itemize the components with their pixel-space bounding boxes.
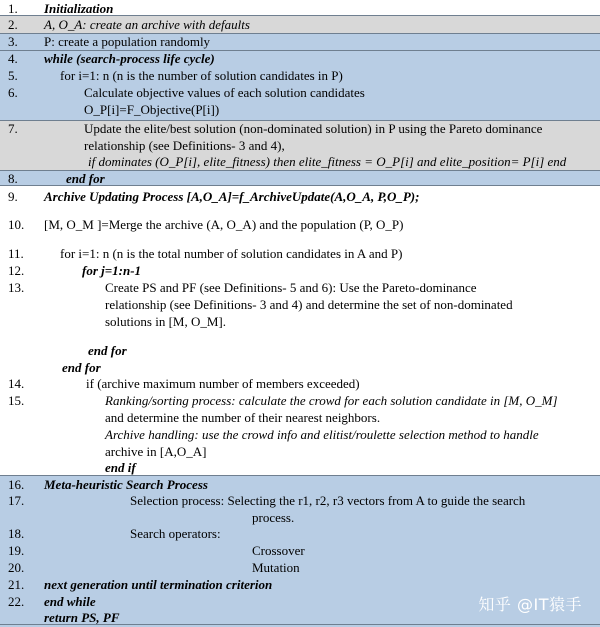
line-13b-text: relationship (see Definitions- 3 and 4) and determine the set of non-dominated bbox=[105, 297, 513, 312]
line-6b-text: O_P[i]=F_Objective(P[i]) bbox=[84, 102, 220, 117]
line-3-text: P: create a population randomly bbox=[44, 34, 211, 49]
line-15d-text: archive in [A,O_A] bbox=[105, 444, 207, 459]
line-number: 9. bbox=[8, 189, 18, 204]
line-15-text: Ranking/sorting process: calculate the crowd for each solution candidate in [M, O_M] bbox=[105, 393, 558, 408]
line-number: 13. bbox=[8, 280, 25, 295]
line-17b-text: process. bbox=[252, 510, 295, 525]
line-13e-text: end for bbox=[62, 360, 101, 375]
line-number: 16. bbox=[8, 477, 25, 492]
line-15c-text: Archive handling: use the crowd info and elitist/roulette selection method to handle bbox=[105, 427, 539, 442]
line-number: 22. bbox=[8, 594, 25, 609]
line-10-text: [M, O_M ]=Merge the archive (A, O_A) and the population (P, O_P) bbox=[44, 217, 404, 232]
line-22-text: end while bbox=[44, 594, 96, 609]
line-number: 17. bbox=[8, 493, 25, 508]
line-number: 11. bbox=[8, 246, 24, 261]
line-20-text: Mutation bbox=[252, 560, 300, 575]
line-7-text: Update the elite/best solution (non-dominated solution) in P using the Pareto dominance bbox=[84, 121, 543, 136]
line-13c-text: solutions in [M, O_M]. bbox=[105, 314, 226, 329]
line-11-text: for i=1: n (n is the total number of solution candidates in A and P) bbox=[60, 246, 403, 261]
line-number: 5. bbox=[8, 68, 18, 83]
line-number: 20. bbox=[8, 560, 25, 575]
line-6-text: Calculate objective values of each solution candidates bbox=[84, 85, 365, 100]
line-5-text: for i=1: n (n is the number of solution candidates in P) bbox=[60, 68, 343, 83]
line-4-text: while (search-process life cycle) bbox=[44, 51, 215, 66]
line-number: 12. bbox=[8, 263, 25, 278]
line-number: 19. bbox=[8, 543, 25, 558]
line-17-text: Selection process: Selecting the r1, r2, r3 vectors from A to guide the search bbox=[130, 493, 526, 508]
line-number: 4. bbox=[8, 51, 18, 66]
line-13-text: Create PS and PF (see Definitions- 5 and 6): Use the Pareto-dominance bbox=[105, 280, 477, 295]
line-16-text: Meta-heuristic Search Process bbox=[44, 477, 208, 492]
line-number: 18. bbox=[8, 526, 25, 541]
line-19-text: Crossover bbox=[252, 543, 305, 558]
line-9-text: Archive Updating Process [A,O_A]=f_ArchiveUpdate(A,O_A, P,O_P); bbox=[44, 189, 420, 204]
line-number: 2. bbox=[8, 17, 18, 32]
line-7c-text: if dominates (O_P[i], elite_fitness) then elite_fitness = O_P[i] and elite_position= P[i] end bbox=[88, 154, 567, 169]
line-15b-text: and determine the number of their nearest neighbors. bbox=[105, 410, 381, 425]
line-15e-text: end if bbox=[105, 460, 136, 475]
line-number: 1. bbox=[8, 1, 18, 16]
line-number: 21. bbox=[8, 577, 25, 592]
line-21-text: next generation until termination criterion bbox=[44, 577, 273, 592]
line-number: 7. bbox=[8, 121, 18, 136]
line-number: 6. bbox=[8, 85, 18, 100]
line-number: 14. bbox=[8, 376, 25, 391]
line-18-text: Search operators: bbox=[130, 526, 221, 541]
line-14-text: if (archive maximum number of members exceeded) bbox=[86, 376, 360, 391]
line-2-text: A, O_A: create an archive with defaults bbox=[44, 17, 250, 32]
line-number: 3. bbox=[8, 34, 18, 49]
line-12-text: for j=1:n-1 bbox=[82, 263, 142, 278]
line-1-text: Initialization bbox=[44, 1, 114, 16]
line-7b-text: relationship (see Definitions- 3 and 4), bbox=[84, 138, 285, 153]
line-number: 15. bbox=[8, 393, 25, 408]
line-8-text: end for bbox=[66, 171, 105, 186]
line-13d-text: end for bbox=[88, 343, 127, 358]
line-number: 10. bbox=[8, 217, 25, 232]
line-number: 8. bbox=[8, 171, 18, 186]
watermark: 知乎 @IT猿手 bbox=[478, 595, 582, 614]
line-22b-text: return PS, PF bbox=[44, 610, 120, 625]
